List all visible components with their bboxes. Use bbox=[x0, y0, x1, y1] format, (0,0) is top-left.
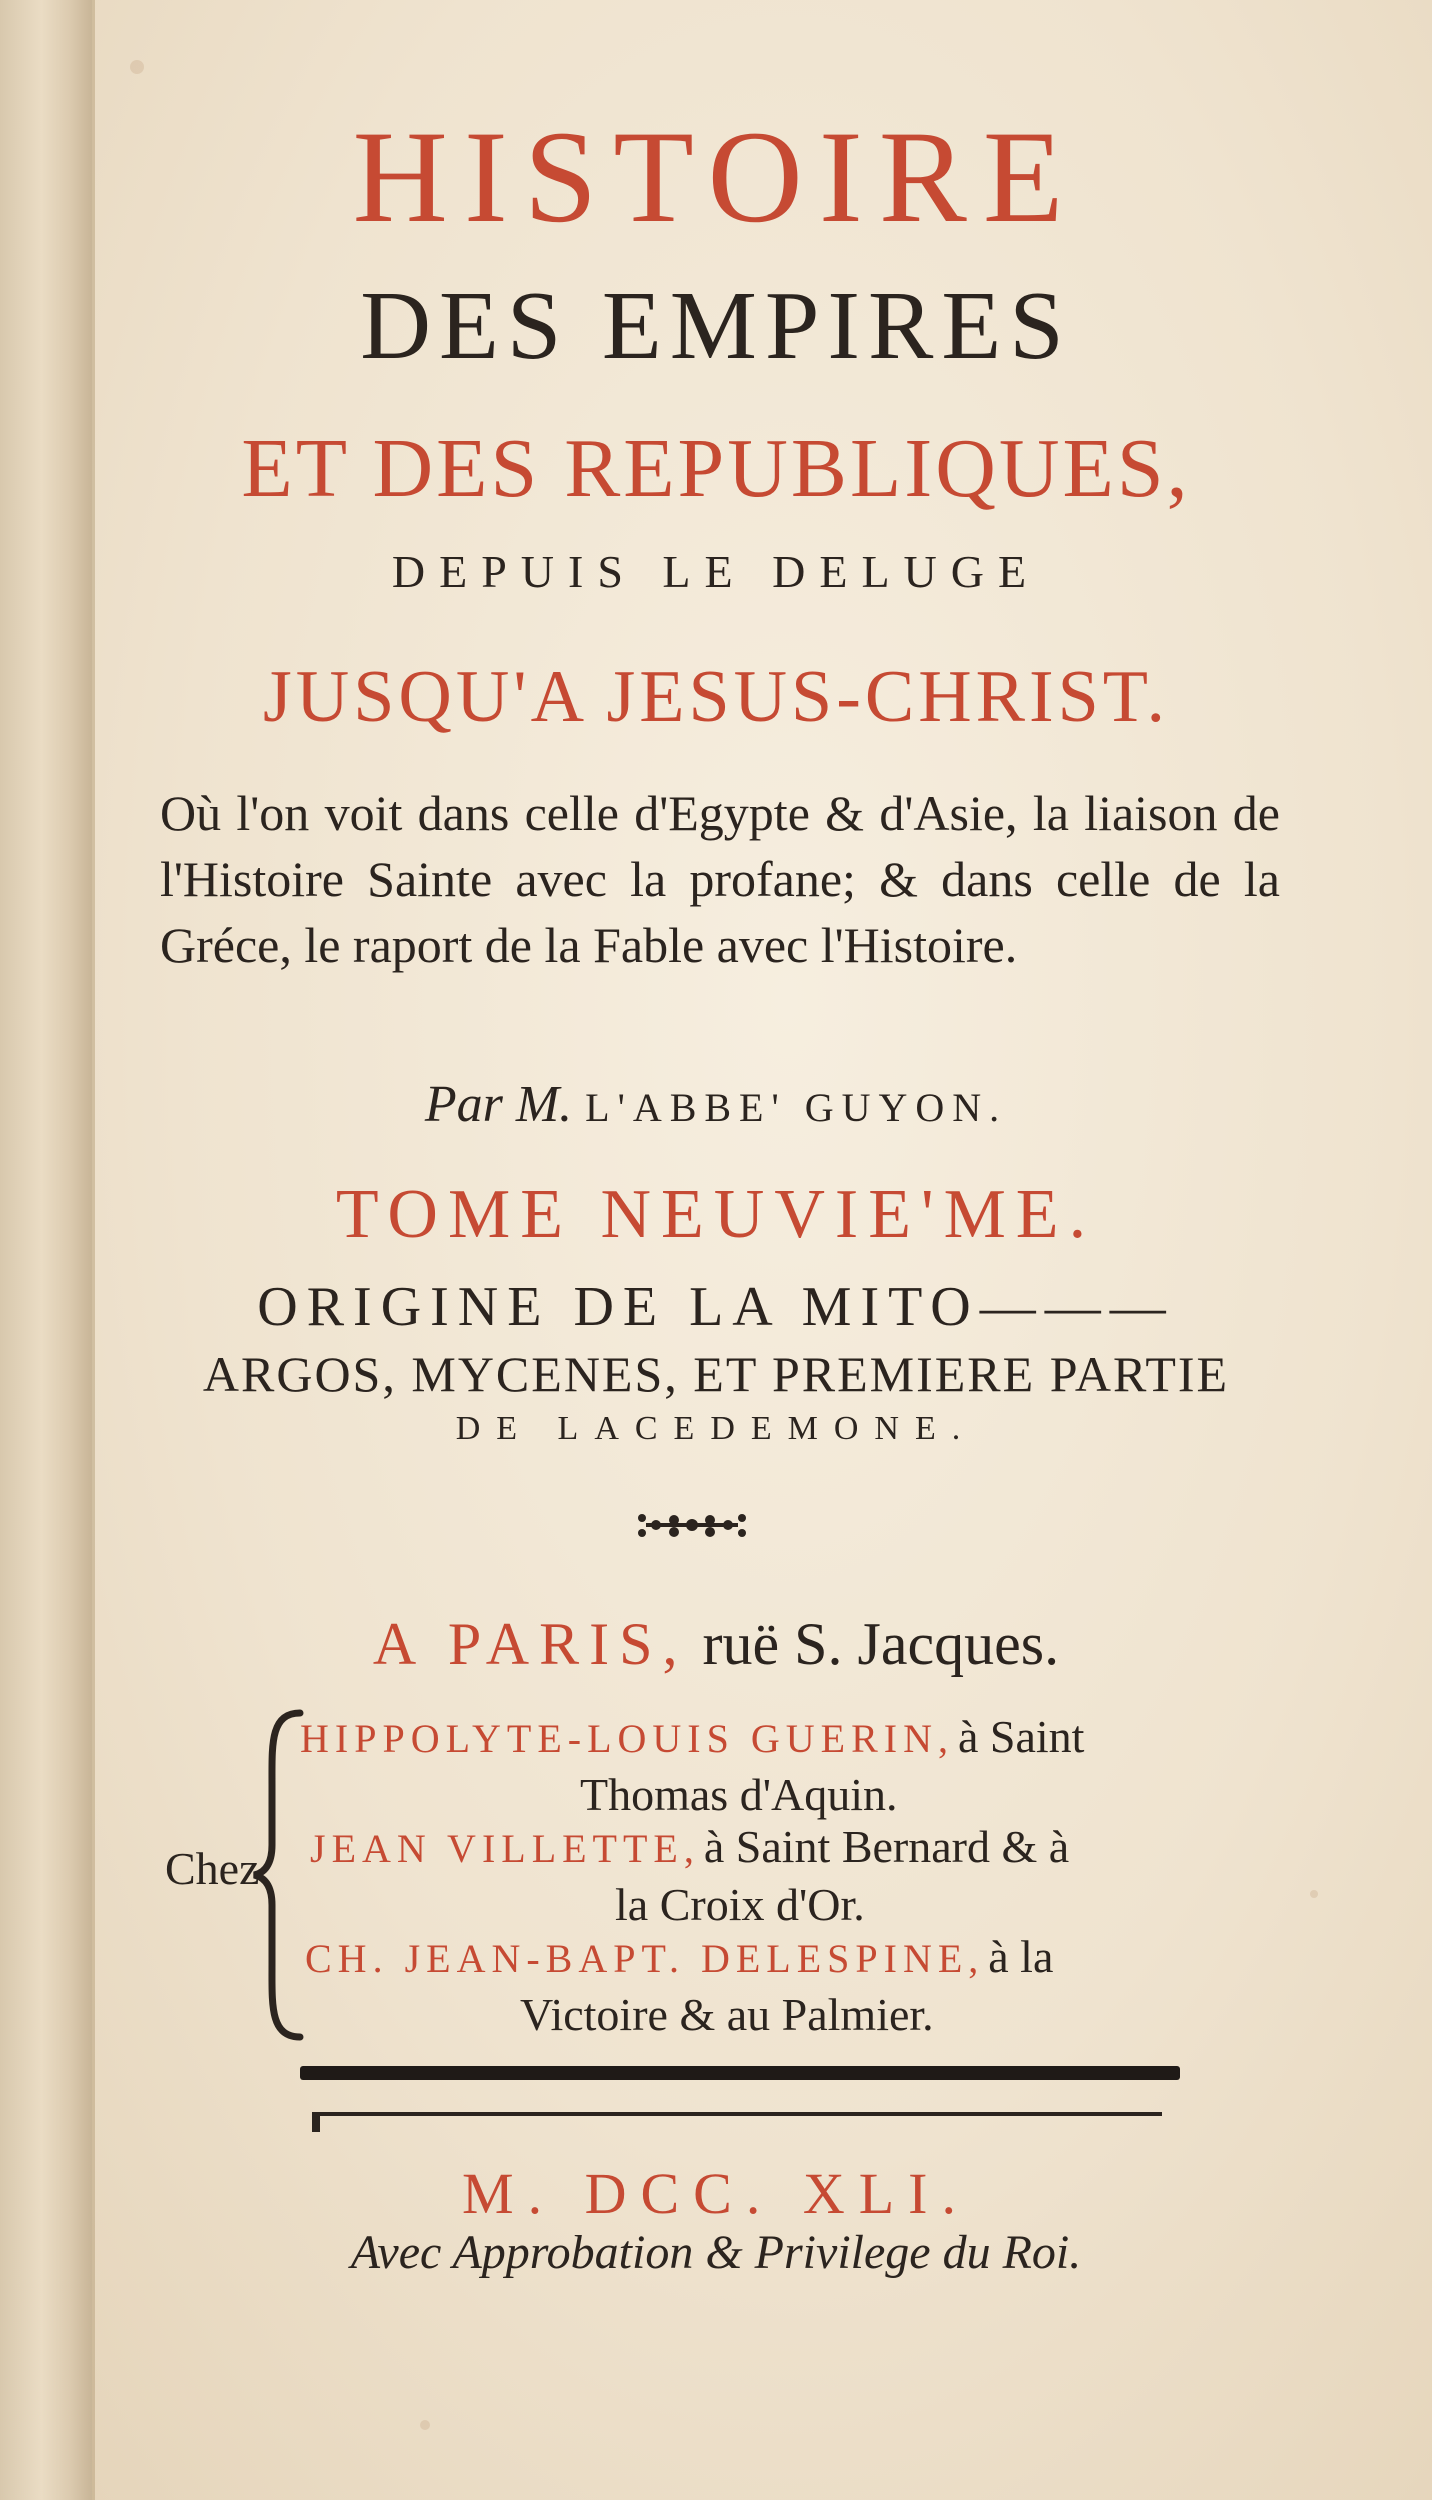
publisher-1-address-2: Thomas d'Aquin. bbox=[580, 1769, 898, 1820]
imprint-city: A PARIS, bbox=[372, 1611, 688, 1677]
publisher-1-line-1 bbox=[300, 1710, 1084, 1763]
imprint-street: ruë S. Jacques. bbox=[702, 1611, 1060, 1677]
publisher-2-address-1: à Saint Bernard & à bbox=[703, 1821, 1070, 1872]
publisher-2-name: JEAN VILLETTE, bbox=[310, 1826, 700, 1871]
foxing-spot bbox=[1310, 1890, 1318, 1898]
publisher-2-line-1 bbox=[310, 1820, 1069, 1873]
title-jusqua-jesus-christ: JUSQU'A JESUS-CHRIST. bbox=[262, 656, 1170, 738]
contents-line-3: DE LACEDEMONE. bbox=[455, 1410, 977, 1447]
title-et-des-republiques: ET DES REPUBLIQUES, bbox=[241, 422, 1191, 515]
description-paragraph: Où l'on voit dans celle d'Egypte & d'Asie, la liaison de l'Histoire Sainte avec la profane; & dans celle de la Gréce, le raport de la Fable avec l'Histoire. bbox=[160, 785, 1280, 973]
thick-rule bbox=[300, 2066, 1180, 2080]
contents-line-2: ARGOS, MYCENES, ET PREMIERE PARTIE bbox=[202, 1346, 1230, 1402]
author-prefix: Par M. bbox=[424, 1076, 573, 1133]
foxing-spot bbox=[420, 2420, 430, 2430]
author-line bbox=[0, 1075, 1432, 1134]
imprint-city-line bbox=[0, 1610, 1432, 1679]
publisher-3-address-1: à la bbox=[988, 1931, 1054, 1982]
author-name: L'ABBE' GUYON. bbox=[585, 1085, 1008, 1130]
publisher-1-address-1: à Saint bbox=[957, 1711, 1085, 1762]
imprint-chez: Chez bbox=[165, 1843, 260, 1894]
volume-title: TOME NEUVIE'ME. bbox=[335, 1176, 1097, 1253]
rule-end-mark bbox=[312, 2112, 320, 2132]
publisher-1-name: HIPPOLYTE-LOUIS GUERIN, bbox=[300, 1716, 954, 1761]
fleuron-ornament-icon bbox=[632, 1500, 752, 1550]
title-depuis-le-deluge: DEPUIS LE DELUGE bbox=[391, 546, 1041, 597]
publisher-3-address-2: Victoire & au Palmier. bbox=[520, 1989, 934, 2040]
title-histoire: HISTOIRE bbox=[352, 103, 1080, 250]
approbation-line: Avec Approbation & Privilege du Roi. bbox=[350, 2226, 1082, 2279]
foxing-spot bbox=[130, 60, 144, 74]
thin-rule bbox=[312, 2112, 1162, 2116]
contents-line-1: ORIGINE DE LA MITO——— bbox=[257, 1276, 1175, 1338]
publisher-2-address-2: la Croix d'Or. bbox=[615, 1879, 865, 1930]
publication-date: M. DCC. XLI. bbox=[462, 2161, 970, 2226]
publisher-3-line-1 bbox=[305, 1930, 1053, 1983]
publisher-3-name: CH. JEAN-BAPT. DELESPINE, bbox=[305, 1936, 985, 1981]
title-des-empires: DES EMPIRES bbox=[360, 272, 1072, 380]
